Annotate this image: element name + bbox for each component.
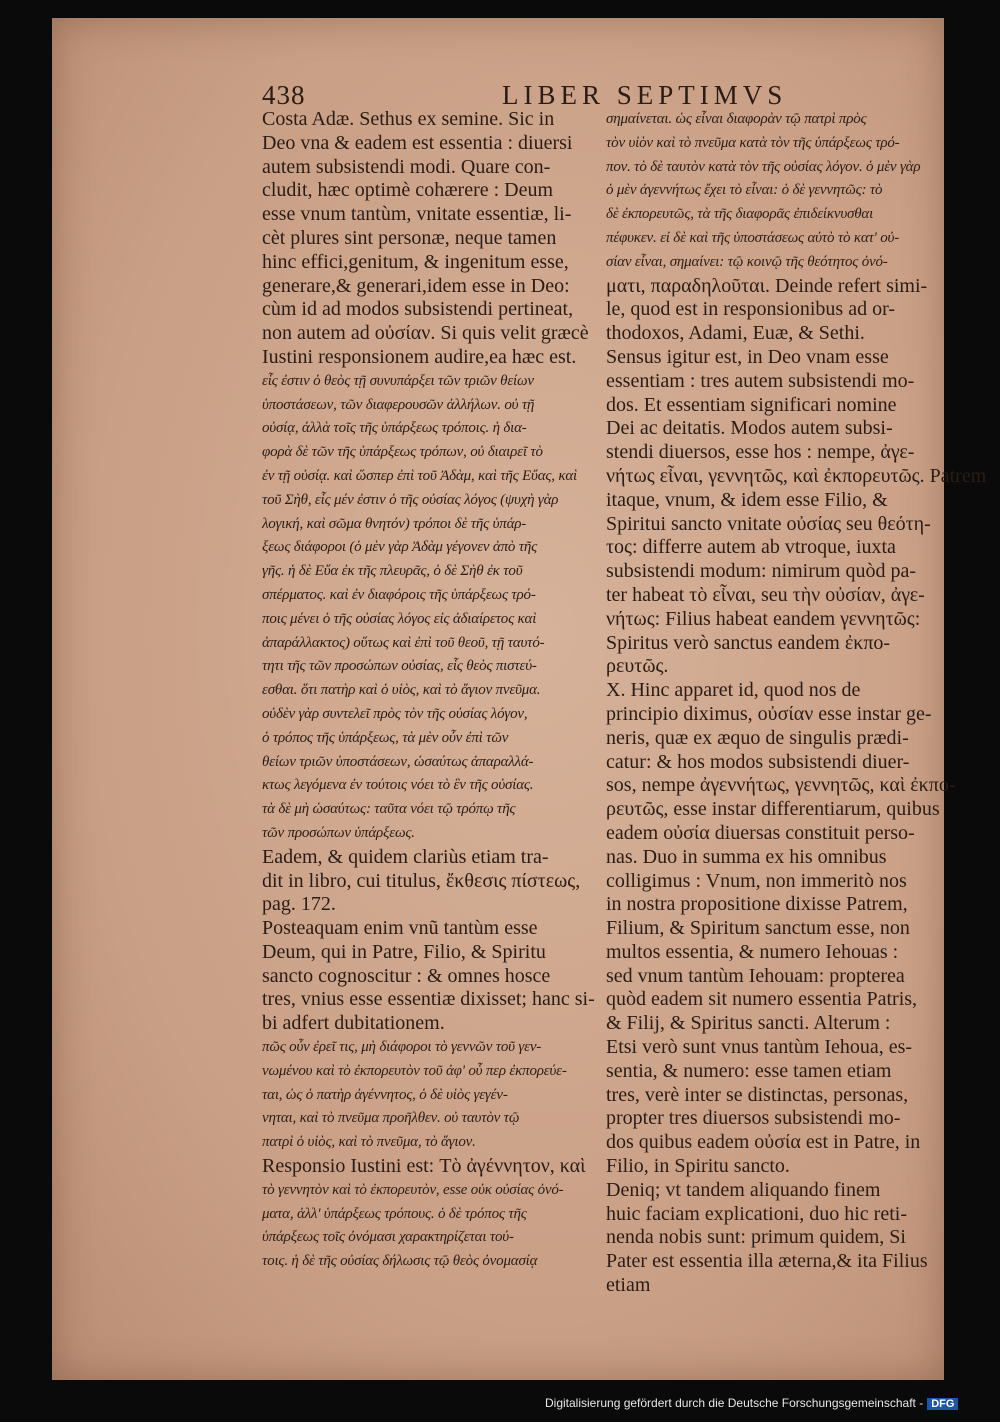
text-line: in nostra propositione dixisse Patrem, bbox=[606, 893, 908, 916]
text-line: propter tres diuersos subsistendi mo- bbox=[606, 1107, 901, 1130]
text-line: πέφυκεν. εἰ δὲ καὶ τῆς ὑποστάσεως αὐτὸ τὸ κατ' οὐ- bbox=[606, 229, 900, 246]
text-line: neris, quæ ex æquo de singulis prædi- bbox=[606, 726, 909, 749]
text-line: Spiritui sancto vnitate οὐσίας seu θεότη- bbox=[606, 512, 931, 535]
text-line: σίαν εἶναι, σημαίνει: τῷ κοινῷ τῆς θεότητος ὀνό- bbox=[606, 253, 888, 270]
text-line: sed vnum tantùm Iehouam: propterea bbox=[606, 964, 905, 987]
text-line: itaque, vnum, & idem esse Filio, & bbox=[606, 488, 888, 511]
text-line: Costa Adæ. Sethus ex semine. Sic in bbox=[262, 108, 555, 130]
text-line: esse vnum tantùm, vnitate essentiæ, li- bbox=[262, 203, 572, 226]
text-line: sentia, & numero: esse tamen etiam bbox=[606, 1059, 892, 1082]
text-line: essentiam : tres autem subsistendi mo- bbox=[606, 369, 915, 392]
text-line: Spiritus verò sanctus eandem ἐκπο- bbox=[606, 631, 891, 654]
text-line: οὐσίᾳ, ἀλλὰ τοῖς τῆς ὑπάρξεως τρόποις. ἡ δια- bbox=[262, 420, 527, 437]
text-line: nenda nobis sunt: primum quidem, Si bbox=[606, 1226, 906, 1249]
text-line: λογική, καὶ σῶμα θνητόν) τρόποι δὲ τῆς ὑπάρ- bbox=[262, 515, 527, 532]
text-line: ρευτῶς, esse instar differentiarum, quibus bbox=[606, 798, 940, 821]
text-line: Iustini responsionem audire,ea hæc est. bbox=[262, 345, 577, 368]
text-line: σημαίνεται. ὡς εἶναι διαφορὰν τῷ πατρὶ πρὸς bbox=[606, 111, 867, 127]
text-line: Eadem, & quidem clariùs etiam tra- bbox=[262, 845, 549, 868]
text-line: non autem ad οὐσίαν. Si quis velit græcè bbox=[262, 322, 589, 345]
text-line: eadem οὐσία diuersas constituit perso- bbox=[606, 821, 915, 844]
text-line: sancto cognoscitur : & omnes hosce bbox=[262, 964, 551, 987]
text-line: πῶς οὖν ἐρεῖ τις, μὴ διάφοροι τὸ γεννῶν τοῦ γεν- bbox=[262, 1039, 542, 1056]
text-line: X. Hinc apparet id, quod nos de bbox=[606, 679, 861, 702]
text-line: τὸν υἱὸν καὶ τὸ πνεῦμα κατὰ τὸν τῆς ὑπάρξεως τρό- bbox=[606, 134, 900, 151]
text-line: thodoxos, Adami, Euæ, & Sethi. bbox=[606, 322, 865, 345]
text-line: Filium, & Spiritum sanctum esse, non bbox=[606, 917, 910, 940]
text-line: ξεως διάφοροι (ὁ μὲν γὰρ Ἀδὰμ γέγονεν ἀπὸ τῆς bbox=[262, 539, 538, 556]
text-line: ται, ὡς ὁ πατὴρ ἀγέννητος, ὁ δὲ υἱὸς γεγέν- bbox=[262, 1086, 508, 1103]
text-line: cèt plures sint personæ, neque tamen bbox=[262, 226, 557, 249]
text-line: νήτως εἶναι, γεννητῶς, καὶ ἐκπορευτῶς. Patrem bbox=[606, 464, 987, 487]
text-line: colligimus : Vnum, non immeritò nos bbox=[606, 869, 907, 892]
text-line: etiam bbox=[606, 1274, 651, 1297]
text-line: tres, vnius esse essentiæ dixisset; hanc si- bbox=[262, 988, 595, 1011]
running-title: LIBER SEPTIMVS bbox=[502, 80, 788, 110]
text-line: dos quibus eadem οὐσία est in Patre, in bbox=[606, 1131, 921, 1154]
text-line: autem subsistendi modi. Quare con- bbox=[262, 155, 551, 178]
text-line: θείων τριῶν ὑποστάσεων, ὡσαύτως ἀπαραλλά- bbox=[262, 753, 534, 770]
text-line: nas. Duo in summa ex his omnibus bbox=[606, 845, 887, 868]
text-line: ἀπαράλλακτος) οὕτως καὶ ἐπὶ τοῦ θεοῦ, τῇ ταυτό- bbox=[262, 634, 545, 651]
text-line: ἐν τῇ οὐσίᾳ. καὶ ὥσπερ ἐπὶ τοῦ Ἀδὰμ, καὶ τῆς Εὔας, καὶ bbox=[262, 467, 578, 484]
text-line: quòd eadem sit numero essentia Patris, bbox=[606, 988, 918, 1011]
text-line: & Filij, & Spiritus sancti. Alterum : bbox=[606, 1012, 891, 1035]
text-line: κτως λεγόμενα ἐν τούτοις νόει τὸ ἓν τῆς οὐσίας. bbox=[262, 777, 534, 794]
text-line: τοις. ἡ δὲ τῆς οὐσίας δήλωσις τῷ θεὸς ὀνομασίᾳ bbox=[262, 1253, 538, 1270]
text-line: ρευτῶς. bbox=[606, 655, 669, 678]
text-line: Dei ac deitatis. Modos autem subsi- bbox=[606, 417, 893, 440]
dfg-logo: DFG bbox=[927, 1398, 958, 1410]
page-number: 438 bbox=[262, 80, 306, 110]
text-line: ὑποστάσεων, τῶν διαφερουσῶν ἀλλήλων. οὐ τῇ bbox=[262, 396, 535, 413]
text-line: δὲ ἐκπορευτῶς, τὰ τῆς διαφορᾶς ἐπιδείκνυσθαι bbox=[606, 206, 874, 223]
text-line: γῆς. ἡ δὲ Εὔα ἐκ τῆς πλευρᾶς, ὁ δὲ Σὴθ ἐκ τοῦ bbox=[262, 563, 523, 580]
text-line: Responsio Iustini est: Τὸ ἀγέννητον, καὶ bbox=[262, 1155, 586, 1178]
text-line: le, quod est in responsionibus ad or- bbox=[606, 298, 896, 321]
text-line: stendi diuersos, esse hos : nempe, ἀγε- bbox=[606, 441, 915, 464]
text-line: νωμένου καὶ τὸ ἐκπορευτὸν τοῦ ἀφ' οὗ περ ἐκπορεύε- bbox=[262, 1062, 567, 1079]
text-line: Etsi verò sunt vnus tantùm Iehoua, es- bbox=[606, 1036, 913, 1059]
text-line: catur: & hos modos subsistendi diuer- bbox=[606, 750, 910, 773]
text-line: νηται, καὶ τὸ πνεῦμα προῆλθεν. οὐ ταυτὸν τῷ bbox=[262, 1110, 520, 1127]
text-line: τητι τῆς τῶν προσώπων οὐσίας, εἷς θεὸς πιστεύ- bbox=[262, 658, 537, 675]
text-line: cludit, hæc optimè cohærere : Deum bbox=[262, 179, 554, 202]
text-line: πον. τὸ δὲ ταυτὸν κατὰ τὸν τῆς οὐσίας λόγον. ὁ μὲν γὰρ bbox=[606, 158, 921, 175]
text-line: ποις μένει ὁ τῆς οὐσίας λόγος εἰς ἀδιαίρετος καὶ bbox=[262, 610, 537, 627]
text-line: principio diximus, οὐσίαν esse instar ge- bbox=[606, 702, 932, 725]
text-line: dos. Et essentiam significari nomine bbox=[606, 393, 897, 416]
text-line: Pater est essentia illa æterna,& ita Filius bbox=[606, 1250, 928, 1273]
text-line: Deo vna & eadem est essentia : diuersi bbox=[262, 131, 573, 154]
text-line: Posteaquam enim vnũ tantùm esse bbox=[262, 917, 538, 940]
footer-text: Digitalisierung gefördert durch die Deutsche Forschungsgemeinschaft - bbox=[545, 1396, 924, 1410]
text-line: Deniq; vt tandem aliquando finem bbox=[606, 1178, 881, 1201]
text-line: cùm id ad modos subsistendi pertineat, bbox=[262, 298, 574, 321]
text-line: σπέρματος. καὶ ἐν διαφόροις τῆς ὑπάρξεως τρό- bbox=[262, 586, 536, 603]
text-line: Deum, qui in Patre, Filio, & Spiritu bbox=[262, 940, 546, 963]
text-line: νήτως: Filius habeat eandem γεννητῶς: bbox=[606, 607, 921, 630]
text-line: multos essentia, & numero Iehouas : bbox=[606, 940, 899, 963]
text-line: ματα, ἀλλ' ὑπάρξεως τρόπους. ὁ δὲ τρόπος τῆς bbox=[262, 1205, 527, 1222]
text-line: ὁ τρόπος τῆς ὑπάρξεως, τὰ μὲν οὖν ἐπὶ τῶν bbox=[262, 729, 509, 746]
left-text-column bbox=[262, 108, 598, 1274]
text-line: huic faciam explicationi, duo hic reti- bbox=[606, 1202, 907, 1225]
text-line: τὰ δὲ μὴ ὡσαύτως: ταῦτα νόει τῷ τρόπῳ τῆς bbox=[262, 801, 516, 818]
footer-credit bbox=[545, 1396, 958, 1410]
right-text-column bbox=[606, 108, 987, 1298]
text-line: pag. 172. bbox=[262, 893, 336, 916]
text-line: πατρὶ ὁ υἱὸς, καὶ τὸ πνεῦμα, τὸ ἅγιον. bbox=[262, 1134, 476, 1151]
text-line: ὑπάρξεως τοῖς ὀνόμασι χαρακτηρίζεται τού- bbox=[262, 1229, 514, 1246]
text-line: Sensus igitur est, in Deo vnam esse bbox=[606, 345, 889, 368]
text-line: τὸ γεννητὸν καὶ τὸ ἐκπορευτὸν, esse οὐκ οὐσίας ὀνό- bbox=[262, 1181, 564, 1198]
text-line: εσθαι. ὅτι πατὴρ καὶ ὁ υἱὸς, καὶ τὸ ἅγιον πνεῦμα. bbox=[262, 682, 541, 699]
text-line: generare,& generari,idem esse in Deo: bbox=[262, 274, 570, 297]
text-line: subsistendi modum: nimirum quòd pa- bbox=[606, 560, 916, 583]
text-line: hinc effici,genitum, & ingenitum esse, bbox=[262, 250, 569, 273]
text-line: ter habeat τὸ εἶναι, seu τὴν οὐσίαν, ἀγε- bbox=[606, 583, 925, 606]
text-line: οὐδὲν γὰρ συντελεῖ πρὸς τὸν τῆς οὐσίας λόγον, bbox=[262, 705, 528, 722]
text-line: sos, nempe ἀγεννήτως, γεννητῶς, καὶ ἐκπο- bbox=[606, 774, 956, 797]
text-line: τοῦ Σὴθ, εἷς μέν ἐστιν ὁ τῆς οὐσίας λόγος (ψυχὴ γὰρ bbox=[262, 491, 559, 508]
text-line: bi adfert dubitationem. bbox=[262, 1012, 445, 1035]
text-line: ματι, παραδηλοῦται. Deinde refert simi- bbox=[606, 274, 928, 297]
text-line: φορὰ δὲ τῶν τῆς ὑπάρξεως τρόπων, οὐ διαιρεῖ τὸ bbox=[262, 444, 543, 461]
text-line: dit in libro, cui titulus, ἔκθεσις πίστεως, bbox=[262, 869, 581, 892]
text-line: εἷς ἐστιν ὁ θεὸς τῇ συνυπάρξει τῶν τριῶν θείων bbox=[262, 372, 534, 389]
text-line: ὁ μὲν ἀγεννήτως ἔχει τὸ εἶναι: ὁ δὲ γεννητῶς: τὸ bbox=[606, 182, 883, 199]
text-line: τος: differre autem ab vtroque, iuxta bbox=[606, 536, 896, 559]
text-line: τῶν προσώπων ὑπάρξεως. bbox=[262, 824, 415, 841]
text-line: Filio, in Spiritu sancto. bbox=[606, 1155, 790, 1178]
text-line: tres, verè inter se distinctas, personas, bbox=[606, 1083, 909, 1106]
